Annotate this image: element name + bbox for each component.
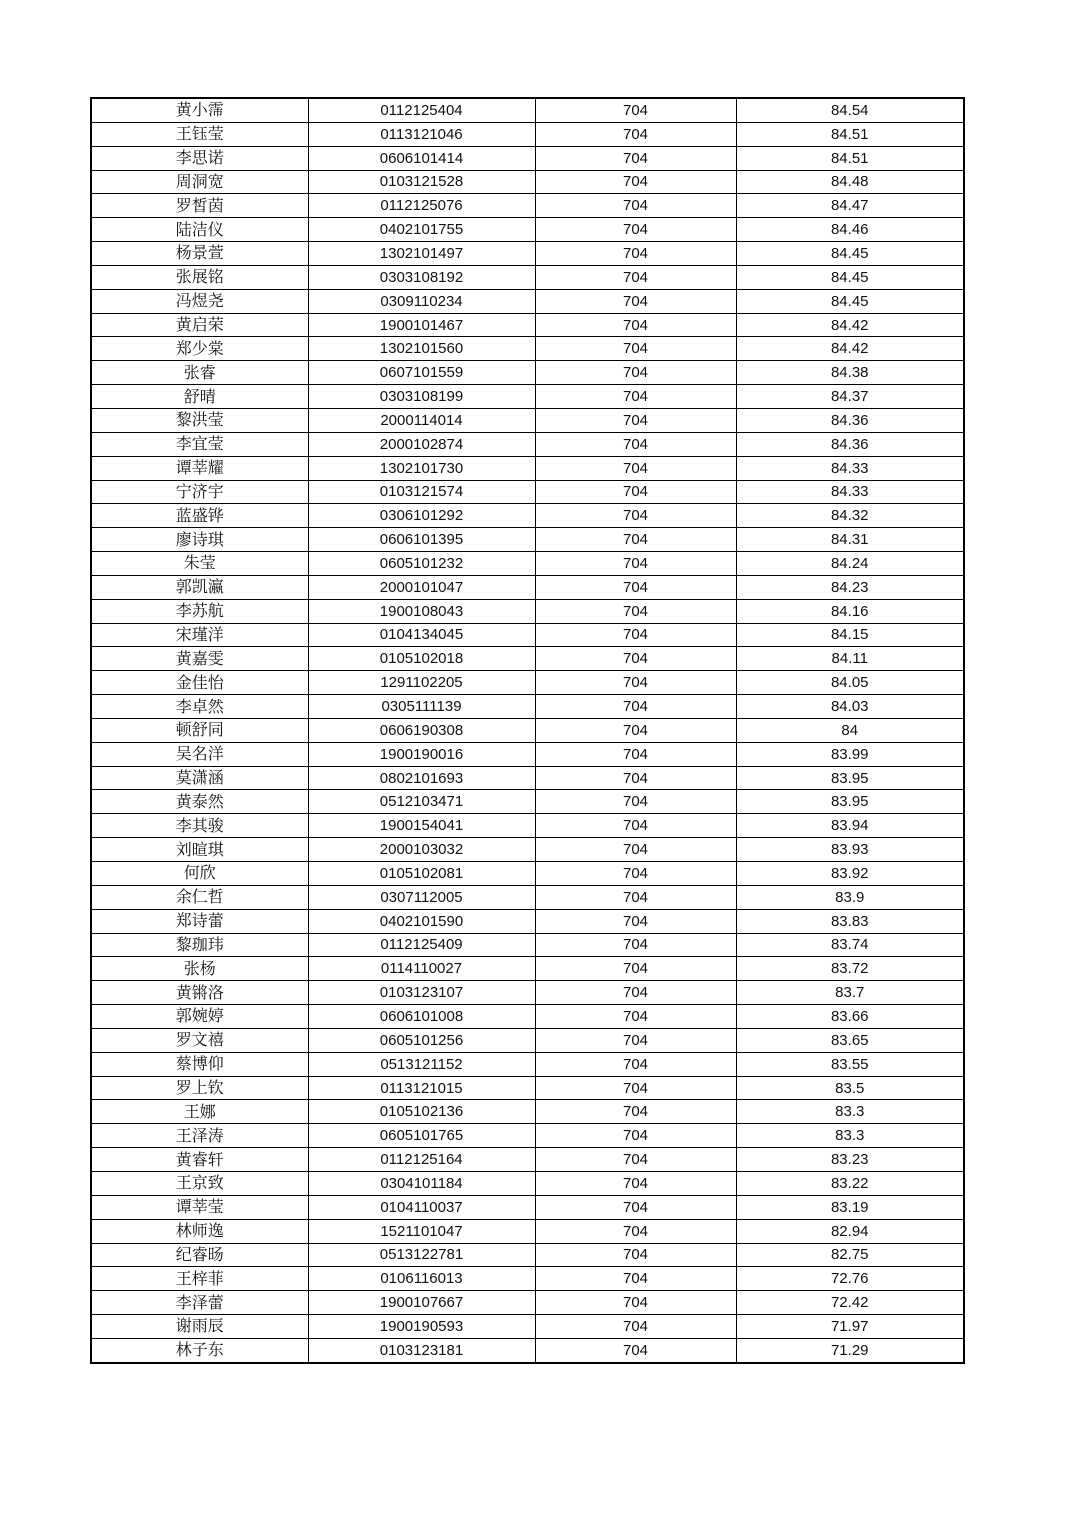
position-code-cell: 704 bbox=[535, 1267, 736, 1291]
score-cell: 84.54 bbox=[736, 98, 964, 122]
table-row bbox=[91, 504, 964, 528]
candidate-id-cell: 0305111139 bbox=[308, 695, 535, 719]
table-row bbox=[91, 1148, 964, 1172]
position-code-cell: 704 bbox=[535, 1219, 736, 1243]
table-row bbox=[91, 1338, 964, 1362]
score-cell: 84.51 bbox=[736, 122, 964, 146]
position-code-cell: 704 bbox=[535, 814, 736, 838]
candidate-name-cell: 王京致 bbox=[91, 1171, 308, 1195]
candidate-name-cell: 蔡博仰 bbox=[91, 1052, 308, 1076]
score-cell: 82.75 bbox=[736, 1243, 964, 1267]
candidate-name-cell: 廖诗琪 bbox=[91, 528, 308, 552]
candidate-id-cell: 0113121046 bbox=[308, 122, 535, 146]
candidate-id-cell: 0607101559 bbox=[308, 361, 535, 385]
candidate-name-cell: 李宜莹 bbox=[91, 432, 308, 456]
candidate-id-cell: 1900190593 bbox=[308, 1315, 535, 1339]
candidate-id-cell: 0309110234 bbox=[308, 289, 535, 313]
candidate-id-cell: 2000101047 bbox=[308, 575, 535, 599]
position-code-cell: 704 bbox=[535, 1076, 736, 1100]
score-cell: 84.46 bbox=[736, 218, 964, 242]
score-cell: 83.19 bbox=[736, 1195, 964, 1219]
candidate-name-cell: 莫潇涵 bbox=[91, 766, 308, 790]
candidate-id-cell: 0106116013 bbox=[308, 1267, 535, 1291]
table-row bbox=[91, 385, 964, 409]
score-cell: 84.48 bbox=[736, 170, 964, 194]
candidate-name-cell: 罗上钦 bbox=[91, 1076, 308, 1100]
candidate-id-cell: 0103121574 bbox=[308, 480, 535, 504]
score-cell: 84.33 bbox=[736, 480, 964, 504]
table-row bbox=[91, 552, 964, 576]
candidate-name-cell: 黄启荣 bbox=[91, 313, 308, 337]
score-cell: 72.76 bbox=[736, 1267, 964, 1291]
score-cell: 83.23 bbox=[736, 1148, 964, 1172]
score-cell: 83.74 bbox=[736, 933, 964, 957]
score-cell: 84.45 bbox=[736, 265, 964, 289]
candidate-id-cell: 0304101184 bbox=[308, 1171, 535, 1195]
position-code-cell: 704 bbox=[535, 885, 736, 909]
table-row bbox=[91, 98, 964, 122]
score-cell: 83.95 bbox=[736, 766, 964, 790]
candidate-name-cell: 蓝盛铧 bbox=[91, 504, 308, 528]
candidate-name-cell: 谭莘耀 bbox=[91, 456, 308, 480]
position-code-cell: 704 bbox=[535, 1028, 736, 1052]
position-code-cell: 704 bbox=[535, 647, 736, 671]
table-row bbox=[91, 1219, 964, 1243]
candidate-id-cell: 0605101765 bbox=[308, 1124, 535, 1148]
position-code-cell: 704 bbox=[535, 552, 736, 576]
candidate-name-cell: 李泽蕾 bbox=[91, 1291, 308, 1315]
position-code-cell: 704 bbox=[535, 480, 736, 504]
table-row bbox=[91, 623, 964, 647]
candidate-id-cell: 1291102205 bbox=[308, 671, 535, 695]
candidate-name-cell: 陆洁仪 bbox=[91, 218, 308, 242]
candidate-name-cell: 黎珈玮 bbox=[91, 933, 308, 957]
position-code-cell: 704 bbox=[535, 695, 736, 719]
position-code-cell: 704 bbox=[535, 361, 736, 385]
position-code-cell: 704 bbox=[535, 957, 736, 981]
candidate-name-cell: 周洞宽 bbox=[91, 170, 308, 194]
score-cell: 84.47 bbox=[736, 194, 964, 218]
candidate-id-cell: 0303108192 bbox=[308, 265, 535, 289]
candidate-id-cell: 1302101730 bbox=[308, 456, 535, 480]
position-code-cell: 704 bbox=[535, 623, 736, 647]
table-row bbox=[91, 1267, 964, 1291]
position-code-cell: 704 bbox=[535, 528, 736, 552]
candidate-id-cell: 1900108043 bbox=[308, 599, 535, 623]
position-code-cell: 704 bbox=[535, 1171, 736, 1195]
position-code-cell: 704 bbox=[535, 1148, 736, 1172]
score-cell: 84.36 bbox=[736, 408, 964, 432]
candidate-id-cell: 0112125164 bbox=[308, 1148, 535, 1172]
score-cell: 84.11 bbox=[736, 647, 964, 671]
candidate-name-cell: 李思诺 bbox=[91, 146, 308, 170]
position-code-cell: 704 bbox=[535, 742, 736, 766]
position-code-cell: 704 bbox=[535, 909, 736, 933]
position-code-cell: 704 bbox=[535, 456, 736, 480]
candidate-id-cell: 1900101467 bbox=[308, 313, 535, 337]
candidate-name-cell: 何欣 bbox=[91, 862, 308, 886]
table-row bbox=[91, 408, 964, 432]
table-row bbox=[91, 933, 964, 957]
candidate-id-cell: 0513121152 bbox=[308, 1052, 535, 1076]
candidate-id-cell: 2000114014 bbox=[308, 408, 535, 432]
score-cell: 84.45 bbox=[736, 242, 964, 266]
position-code-cell: 704 bbox=[535, 1338, 736, 1362]
table-row bbox=[91, 718, 964, 742]
table-row bbox=[91, 838, 964, 862]
table-row bbox=[91, 885, 964, 909]
position-code-cell: 704 bbox=[535, 981, 736, 1005]
score-cell: 83.9 bbox=[736, 885, 964, 909]
candidate-name-cell: 罗皙茵 bbox=[91, 194, 308, 218]
candidate-name-cell: 郭婉婷 bbox=[91, 1005, 308, 1029]
table-row bbox=[91, 1076, 964, 1100]
candidate-id-cell: 0402101590 bbox=[308, 909, 535, 933]
candidate-name-cell: 郑少棠 bbox=[91, 337, 308, 361]
score-cell: 71.29 bbox=[736, 1338, 964, 1362]
candidate-id-cell: 0306101292 bbox=[308, 504, 535, 528]
candidate-name-cell: 黄嘉雯 bbox=[91, 647, 308, 671]
position-code-cell: 704 bbox=[535, 575, 736, 599]
table-row bbox=[91, 1315, 964, 1339]
score-cell: 83.95 bbox=[736, 790, 964, 814]
candidate-id-cell: 2000103032 bbox=[308, 838, 535, 862]
score-cell: 83.83 bbox=[736, 909, 964, 933]
table-row bbox=[91, 862, 964, 886]
candidate-id-cell: 0606101008 bbox=[308, 1005, 535, 1029]
candidate-id-cell: 0103123107 bbox=[308, 981, 535, 1005]
position-code-cell: 704 bbox=[535, 170, 736, 194]
score-cell: 84.37 bbox=[736, 385, 964, 409]
candidate-name-cell: 金佳怡 bbox=[91, 671, 308, 695]
score-cell: 84.15 bbox=[736, 623, 964, 647]
score-table bbox=[90, 97, 965, 1364]
position-code-cell: 704 bbox=[535, 1315, 736, 1339]
score-cell: 83.55 bbox=[736, 1052, 964, 1076]
table-row bbox=[91, 1005, 964, 1029]
score-cell: 84 bbox=[736, 718, 964, 742]
table-row bbox=[91, 218, 964, 242]
candidate-name-cell: 林子东 bbox=[91, 1338, 308, 1362]
position-code-cell: 704 bbox=[535, 671, 736, 695]
candidate-id-cell: 0513122781 bbox=[308, 1243, 535, 1267]
table-row bbox=[91, 647, 964, 671]
candidate-id-cell: 0802101693 bbox=[308, 766, 535, 790]
candidate-id-cell: 0303108199 bbox=[308, 385, 535, 409]
table-row bbox=[91, 790, 964, 814]
candidate-id-cell: 0105102081 bbox=[308, 862, 535, 886]
position-code-cell: 704 bbox=[535, 242, 736, 266]
candidate-name-cell: 黄泰然 bbox=[91, 790, 308, 814]
candidate-id-cell: 0112125076 bbox=[308, 194, 535, 218]
candidate-name-cell: 顿舒同 bbox=[91, 718, 308, 742]
candidate-id-cell: 0104110037 bbox=[308, 1195, 535, 1219]
candidate-name-cell: 黄锵洛 bbox=[91, 981, 308, 1005]
candidate-name-cell: 黄小霈 bbox=[91, 98, 308, 122]
position-code-cell: 704 bbox=[535, 1100, 736, 1124]
table-row bbox=[91, 122, 964, 146]
candidate-id-cell: 1900154041 bbox=[308, 814, 535, 838]
score-cell: 84.31 bbox=[736, 528, 964, 552]
position-code-cell: 704 bbox=[535, 718, 736, 742]
score-cell: 83.22 bbox=[736, 1171, 964, 1195]
candidate-id-cell: 1302101560 bbox=[308, 337, 535, 361]
candidate-name-cell: 罗文禧 bbox=[91, 1028, 308, 1052]
score-cell: 83.3 bbox=[736, 1100, 964, 1124]
candidate-name-cell: 林师逸 bbox=[91, 1219, 308, 1243]
candidate-name-cell: 宋瑾洋 bbox=[91, 623, 308, 647]
position-code-cell: 704 bbox=[535, 337, 736, 361]
candidate-name-cell: 王泽涛 bbox=[91, 1124, 308, 1148]
candidate-name-cell: 郑诗蕾 bbox=[91, 909, 308, 933]
table-row bbox=[91, 313, 964, 337]
candidate-id-cell: 0105102018 bbox=[308, 647, 535, 671]
score-cell: 83.66 bbox=[736, 1005, 964, 1029]
score-cell: 84.23 bbox=[736, 575, 964, 599]
candidate-id-cell: 1900190016 bbox=[308, 742, 535, 766]
table-row bbox=[91, 599, 964, 623]
score-cell: 83.72 bbox=[736, 957, 964, 981]
score-cell: 83.93 bbox=[736, 838, 964, 862]
candidate-name-cell: 郭凯瀛 bbox=[91, 575, 308, 599]
score-cell: 83.94 bbox=[736, 814, 964, 838]
score-cell: 82.94 bbox=[736, 1219, 964, 1243]
position-code-cell: 704 bbox=[535, 1291, 736, 1315]
candidate-name-cell: 李卓然 bbox=[91, 695, 308, 719]
candidate-name-cell: 冯煜尧 bbox=[91, 289, 308, 313]
score-cell: 71.97 bbox=[736, 1315, 964, 1339]
position-code-cell: 704 bbox=[535, 146, 736, 170]
position-code-cell: 704 bbox=[535, 790, 736, 814]
table-row bbox=[91, 1243, 964, 1267]
candidate-name-cell: 王钰莹 bbox=[91, 122, 308, 146]
score-cell: 84.05 bbox=[736, 671, 964, 695]
position-code-cell: 704 bbox=[535, 1052, 736, 1076]
position-code-cell: 704 bbox=[535, 194, 736, 218]
table-row bbox=[91, 289, 964, 313]
position-code-cell: 704 bbox=[535, 313, 736, 337]
table-row bbox=[91, 432, 964, 456]
table-row bbox=[91, 695, 964, 719]
candidate-id-cell: 0105102136 bbox=[308, 1100, 535, 1124]
position-code-cell: 704 bbox=[535, 385, 736, 409]
position-code-cell: 704 bbox=[535, 599, 736, 623]
candidate-id-cell: 0402101755 bbox=[308, 218, 535, 242]
candidate-id-cell: 0112125404 bbox=[308, 98, 535, 122]
table-row bbox=[91, 575, 964, 599]
score-cell: 83.3 bbox=[736, 1124, 964, 1148]
candidate-id-cell: 2000102874 bbox=[308, 432, 535, 456]
candidate-id-cell: 0605101232 bbox=[308, 552, 535, 576]
score-cell: 84.51 bbox=[736, 146, 964, 170]
score-cell: 84.24 bbox=[736, 552, 964, 576]
score-cell: 84.16 bbox=[736, 599, 964, 623]
position-code-cell: 704 bbox=[535, 289, 736, 313]
score-cell: 83.5 bbox=[736, 1076, 964, 1100]
candidate-name-cell: 张睿 bbox=[91, 361, 308, 385]
position-code-cell: 704 bbox=[535, 933, 736, 957]
score-cell: 83.7 bbox=[736, 981, 964, 1005]
table-row bbox=[91, 1195, 964, 1219]
table-row bbox=[91, 1028, 964, 1052]
candidate-id-cell: 0606101414 bbox=[308, 146, 535, 170]
position-code-cell: 704 bbox=[535, 432, 736, 456]
table-row bbox=[91, 1100, 964, 1124]
score-table-body bbox=[91, 98, 964, 1363]
candidate-name-cell: 黎洪莹 bbox=[91, 408, 308, 432]
candidate-name-cell: 李苏航 bbox=[91, 599, 308, 623]
candidate-name-cell: 宁济宇 bbox=[91, 480, 308, 504]
position-code-cell: 704 bbox=[535, 1005, 736, 1029]
position-code-cell: 704 bbox=[535, 1195, 736, 1219]
table-row bbox=[91, 1124, 964, 1148]
candidate-name-cell: 李其骏 bbox=[91, 814, 308, 838]
candidate-name-cell: 黄睿轩 bbox=[91, 1148, 308, 1172]
table-row bbox=[91, 242, 964, 266]
position-code-cell: 704 bbox=[535, 766, 736, 790]
score-cell: 83.99 bbox=[736, 742, 964, 766]
position-code-cell: 704 bbox=[535, 218, 736, 242]
position-code-cell: 704 bbox=[535, 122, 736, 146]
candidate-name-cell: 舒晴 bbox=[91, 385, 308, 409]
candidate-id-cell: 0606101395 bbox=[308, 528, 535, 552]
score-cell: 72.42 bbox=[736, 1291, 964, 1315]
candidate-id-cell: 0113121015 bbox=[308, 1076, 535, 1100]
candidate-name-cell: 王梓菲 bbox=[91, 1267, 308, 1291]
candidate-id-cell: 0114110027 bbox=[308, 957, 535, 981]
position-code-cell: 704 bbox=[535, 1243, 736, 1267]
candidate-name-cell: 余仁哲 bbox=[91, 885, 308, 909]
table-row bbox=[91, 814, 964, 838]
score-cell: 83.92 bbox=[736, 862, 964, 886]
position-code-cell: 704 bbox=[535, 504, 736, 528]
table-row bbox=[91, 671, 964, 695]
table-row bbox=[91, 456, 964, 480]
candidate-name-cell: 吴名洋 bbox=[91, 742, 308, 766]
score-cell: 84.36 bbox=[736, 432, 964, 456]
score-cell: 84.33 bbox=[736, 456, 964, 480]
candidate-name-cell: 谭莘莹 bbox=[91, 1195, 308, 1219]
table-row bbox=[91, 1291, 964, 1315]
candidate-name-cell: 纪睿旸 bbox=[91, 1243, 308, 1267]
table-row bbox=[91, 528, 964, 552]
score-cell: 84.45 bbox=[736, 289, 964, 313]
score-cell: 84.03 bbox=[736, 695, 964, 719]
position-code-cell: 704 bbox=[535, 1124, 736, 1148]
score-cell: 84.42 bbox=[736, 313, 964, 337]
table-row bbox=[91, 170, 964, 194]
candidate-id-cell: 0103121528 bbox=[308, 170, 535, 194]
candidate-id-cell: 0307112005 bbox=[308, 885, 535, 909]
position-code-cell: 704 bbox=[535, 265, 736, 289]
candidate-id-cell: 0605101256 bbox=[308, 1028, 535, 1052]
table-row bbox=[91, 1171, 964, 1195]
table-row bbox=[91, 480, 964, 504]
table-row bbox=[91, 337, 964, 361]
position-code-cell: 704 bbox=[535, 838, 736, 862]
table-row bbox=[91, 265, 964, 289]
candidate-id-cell: 0112125409 bbox=[308, 933, 535, 957]
score-cell: 84.32 bbox=[736, 504, 964, 528]
candidate-name-cell: 张杨 bbox=[91, 957, 308, 981]
score-cell: 83.65 bbox=[736, 1028, 964, 1052]
score-cell: 84.42 bbox=[736, 337, 964, 361]
candidate-id-cell: 1900107667 bbox=[308, 1291, 535, 1315]
table-row bbox=[91, 194, 964, 218]
score-cell: 84.38 bbox=[736, 361, 964, 385]
table-row bbox=[91, 909, 964, 933]
candidate-name-cell: 张展铭 bbox=[91, 265, 308, 289]
table-row bbox=[91, 766, 964, 790]
candidate-id-cell: 0512103471 bbox=[308, 790, 535, 814]
candidate-name-cell: 王娜 bbox=[91, 1100, 308, 1124]
table-row bbox=[91, 981, 964, 1005]
candidate-name-cell: 朱莹 bbox=[91, 552, 308, 576]
table-row bbox=[91, 146, 964, 170]
candidate-id-cell: 1302101497 bbox=[308, 242, 535, 266]
table-row bbox=[91, 361, 964, 385]
candidate-id-cell: 0103123181 bbox=[308, 1338, 535, 1362]
table-row bbox=[91, 742, 964, 766]
candidate-id-cell: 1521101047 bbox=[308, 1219, 535, 1243]
candidate-name-cell: 刘暄琪 bbox=[91, 838, 308, 862]
table-row bbox=[91, 1052, 964, 1076]
position-code-cell: 704 bbox=[535, 408, 736, 432]
candidate-name-cell: 谢雨辰 bbox=[91, 1315, 308, 1339]
candidate-id-cell: 0104134045 bbox=[308, 623, 535, 647]
position-code-cell: 704 bbox=[535, 98, 736, 122]
table-row bbox=[91, 957, 964, 981]
position-code-cell: 704 bbox=[535, 862, 736, 886]
candidate-name-cell: 杨景萱 bbox=[91, 242, 308, 266]
candidate-id-cell: 0606190308 bbox=[308, 718, 535, 742]
